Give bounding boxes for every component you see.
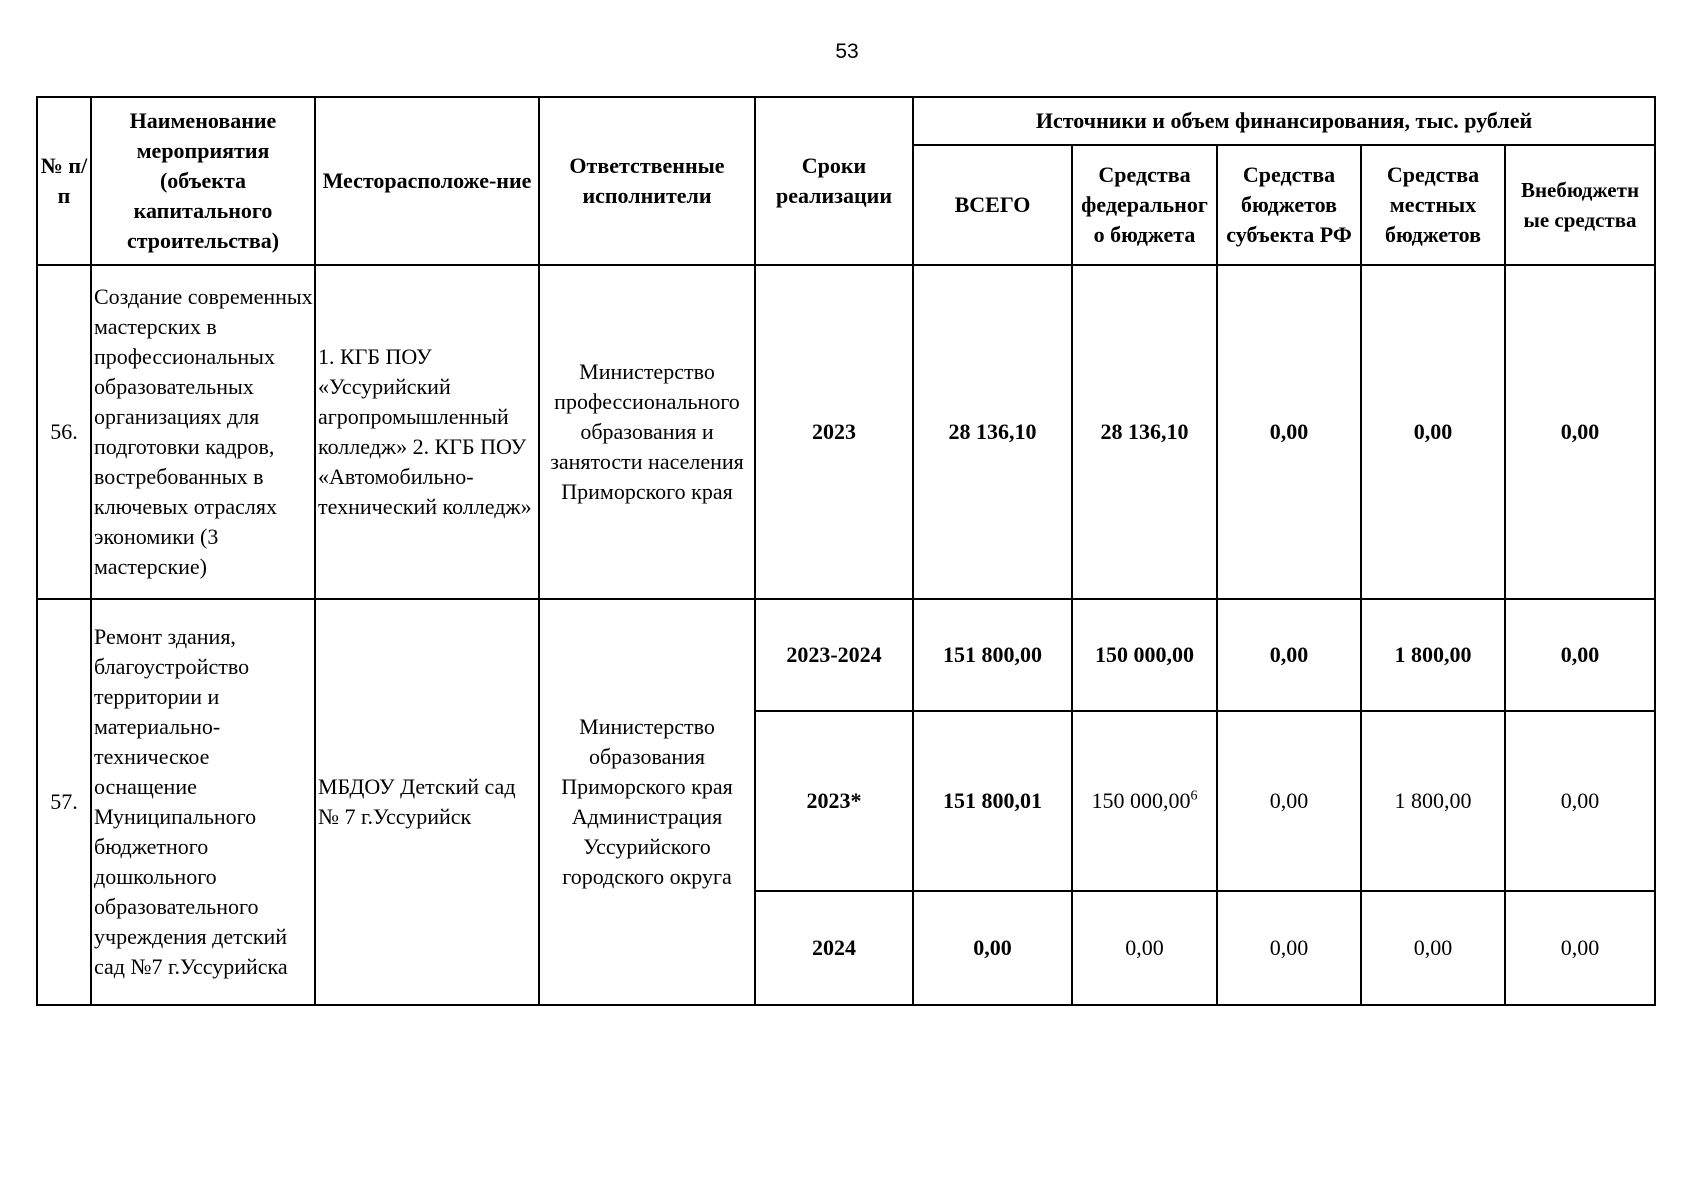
row-subject: 0,00	[1217, 265, 1361, 599]
row-federal: 0,00	[1072, 891, 1217, 1005]
row-total: 151 800,01	[913, 711, 1072, 891]
header-location: Месторасположе-ние	[315, 97, 539, 265]
row-federal: 150 000,00	[1072, 599, 1217, 711]
row-term: 2023*	[755, 711, 913, 891]
header-subject: Средства бюджетов субъекта РФ	[1217, 145, 1361, 265]
row-location: МБДОУ Детский сад № 7 г.Уссурийск	[315, 599, 539, 1005]
financing-table	[36, 96, 1656, 1006]
header-number: № п/п	[37, 97, 91, 265]
row-federal: 28 136,10	[1072, 265, 1217, 599]
row-term: 2024	[755, 891, 913, 1005]
row-extra: 0,00	[1505, 891, 1655, 1005]
row-number: 56.	[37, 265, 91, 599]
row-federal	[1072, 711, 1217, 891]
header-name: Наименование мероприятия (объекта капитального строительства)	[91, 97, 315, 265]
footnote-marker: 6	[1190, 788, 1198, 804]
header-responsible: Ответственные исполнители	[539, 97, 755, 265]
row-extra: 0,00	[1505, 711, 1655, 891]
header-total: ВСЕГО	[913, 145, 1072, 265]
table-row	[37, 599, 1655, 711]
header-financing: Источники и объем финансирования, тыс. рублей	[913, 97, 1655, 145]
table-row	[37, 265, 1655, 599]
row-subject: 0,00	[1217, 711, 1361, 891]
row-total: 28 136,10	[913, 265, 1072, 599]
row-total: 151 800,00	[913, 599, 1072, 711]
row-name: Ремонт здания, благоустройство территории и материально-техническое оснащение Муниципального бюджетного дошкольного образовательного учреждения детский сад №7 г.Уссурийска	[91, 599, 315, 1005]
row-extra: 0,00	[1505, 265, 1655, 599]
row-term: 2023	[755, 265, 913, 599]
row-extra: 0,00	[1505, 599, 1655, 711]
row-responsible: Министерство профессионального образования и занятости населения Приморского края	[539, 265, 755, 599]
row-subject: 0,00	[1217, 891, 1361, 1005]
row-location: 1. КГБ ПОУ «Уссурийский агропромышленный колледж» 2. КГБ ПОУ «Автомобильно-технический колледж»	[315, 265, 539, 599]
page-number: 53	[835, 40, 859, 63]
row-number: 57.	[37, 599, 91, 1005]
row-local: 0,00	[1361, 265, 1505, 599]
row-subject: 0,00	[1217, 599, 1361, 711]
row-federal-value: 150 000,00	[1091, 788, 1191, 813]
header-terms: Сроки реализации	[755, 97, 913, 265]
row-name: Создание современных мастерских в профессиональных образовательных организациях для подготовки кадров, востребованных в ключевых отраслях экономики (3 мастерские)	[91, 265, 315, 599]
row-local: 1 800,00	[1361, 599, 1505, 711]
header-extra: Внебюджетн ые средства	[1505, 145, 1655, 265]
header-local: Средства местных бюджетов	[1361, 145, 1505, 265]
row-term: 2023-2024	[755, 599, 913, 711]
header-federal: Средства федеральног о бюджета	[1072, 145, 1217, 265]
row-total: 0,00	[913, 891, 1072, 1005]
row-local: 0,00	[1361, 891, 1505, 1005]
row-local: 1 800,00	[1361, 711, 1505, 891]
row-responsible: Министерство образования Приморского края Администрация Уссурийского городского округа	[539, 599, 755, 1005]
